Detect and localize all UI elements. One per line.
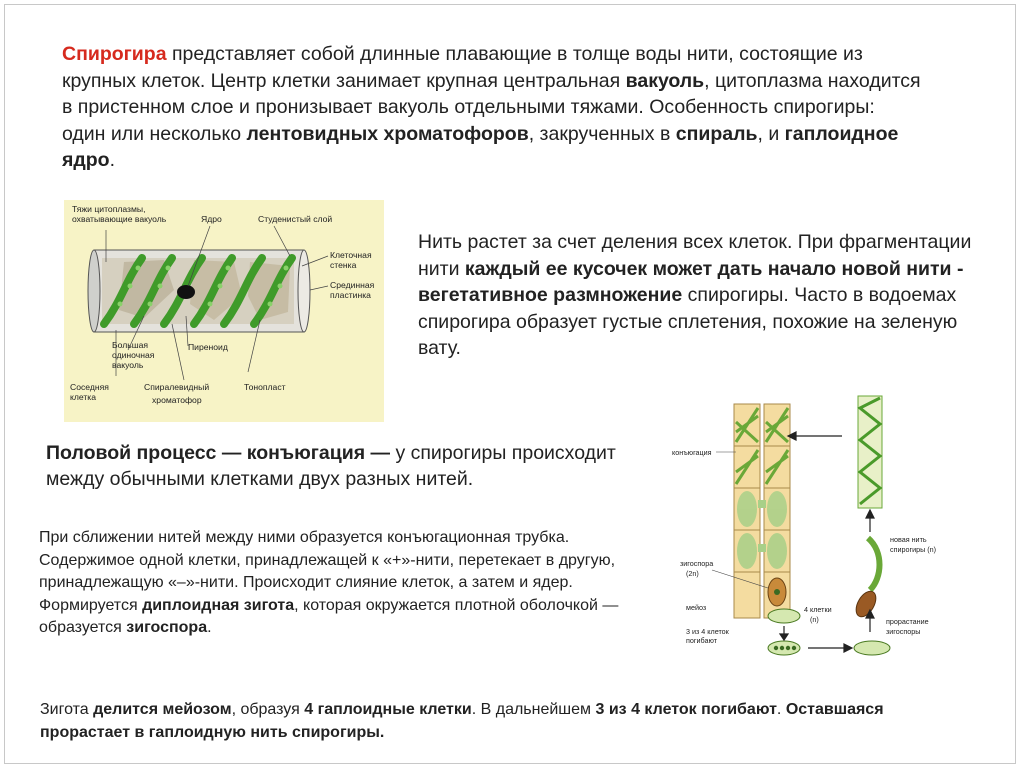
label-large-vacuole: Большая xyxy=(112,340,149,350)
label-three-die: 3 из 4 клеток xyxy=(686,627,729,636)
zyg-text-2: , образуя xyxy=(231,701,305,718)
zygote-paragraph xyxy=(40,699,920,744)
filament-illustration xyxy=(88,250,310,332)
label-adjacent-cell: Соседняя xyxy=(70,382,109,392)
label-nucleus: Ядро xyxy=(201,214,222,224)
label-zygospore: зигоспора xyxy=(680,559,714,568)
zyg-text-3: . В дальнейшем xyxy=(471,701,596,718)
conjugation-paragraph xyxy=(39,527,659,640)
label-gel-layer: Студенистый слой xyxy=(258,214,333,224)
term-conjugation: Половой процесс — конъюгация — xyxy=(46,442,391,464)
label-sprouting-2: зигоспоры xyxy=(886,627,921,636)
term-diploid-zygote: диплоидная зигота xyxy=(142,596,295,614)
label-adjacent-cell-2: клетка xyxy=(70,392,97,402)
nucleus xyxy=(177,285,195,299)
label-sprouting: прорастание xyxy=(886,617,929,626)
label-zygospore-2n: (2n) xyxy=(686,569,699,578)
label-cytoplasm-strands: Тяжи цитоплазмы, xyxy=(72,204,146,214)
veg-text-1: Нить растет за счет деления всех клеток. При фрагментации нити xyxy=(418,231,972,280)
conj-text-3: . xyxy=(207,619,212,637)
label-conjugation: конъюгация xyxy=(672,448,712,457)
label-pyrenoid: Пиреноид xyxy=(188,342,228,352)
intro-paragraph xyxy=(62,41,922,174)
term-spiral: спираль xyxy=(675,122,758,145)
label-tonoplast: Тонопласт xyxy=(244,382,286,392)
label-middle-plate-2: пластинка xyxy=(330,290,371,300)
sexual-text: у спирогиры происходит между обычными клетками двух разных нитей. xyxy=(46,442,616,490)
conj-text-1: При сближении нитей между ними образуется конъюгационная трубка. Содержимое одной клетки, принадлежащей к «+»-нити, перетекает в другую, принадлежащую «–»-нити. Происходит слияние клеток, а затем и ядер. Формируется xyxy=(39,529,616,614)
term-spirogyra: Спирогира xyxy=(62,43,167,65)
label-new-filament-2: спирогиры (n) xyxy=(890,545,937,554)
veg-text-2: спирогиры. Часто в водоемах спирогира образует густые сплетения, похожие на зеленую вату. xyxy=(418,284,958,360)
term-three-die: 3 из 4 клеток погибают xyxy=(595,701,777,718)
intro-text-1: представляет собой длинные плавающие в толще воды нити, состоящие из крупных клеток. Центр клетки занимает крупная центральная xyxy=(62,43,863,92)
intro-text-4: , и xyxy=(757,122,785,145)
new-filament xyxy=(858,396,882,508)
conj-text-2: , которая окружается плотной оболочкой — образуется xyxy=(39,596,619,637)
term-haploid-nucleus: гаплоидное ядро xyxy=(62,122,899,172)
term-four-cells: 4 гаплоидные клетки xyxy=(304,701,472,718)
intro-text-5: . xyxy=(109,149,116,172)
term-zygospore: зигоспора xyxy=(126,619,208,637)
label-large-vacuole-2: одиночная xyxy=(112,350,155,360)
label-three-die-2: погибают xyxy=(686,636,717,645)
label-cytoplasm-strands-2: охватывающие вакуоль xyxy=(72,214,167,224)
zyg-text-4: . xyxy=(776,701,786,718)
label-spiral-chromatophore: Спиралевидный xyxy=(144,382,210,392)
label-meiosis: мейоз xyxy=(686,603,707,612)
zyg-text-1: Зигота xyxy=(40,701,94,718)
vegetative-paragraph xyxy=(418,229,998,362)
label-four-cells: 4 клетки xyxy=(804,605,832,614)
term-meiosis: делится мейозом xyxy=(93,701,232,718)
sexual-process-paragraph xyxy=(46,441,626,492)
label-new-filament: новая нить xyxy=(890,535,927,544)
term-remaining-sprouts: Оставшаяся прорастает в гаплоидную нить спирогиры. xyxy=(40,701,884,741)
label-large-vacuole-3: вакуоль xyxy=(112,360,144,370)
term-chromatophores: лентовидных хроматофоров xyxy=(246,122,529,145)
conjugation-cycle-diagram xyxy=(672,392,964,666)
term-vegetative: каждый ее кусочек может дать начало новой нити - вегетативное размножение xyxy=(418,257,964,307)
label-cell-wall: Клеточная xyxy=(330,250,372,260)
intro-text-2: , цитоплазма находится в пристенном слое и пронизывает вакуоль отдельными тяжами. Особенность спирогиры: один или несколько xyxy=(62,69,921,145)
label-cell-wall-2: стенка xyxy=(330,260,357,270)
label-middle-plate: Срединная xyxy=(330,280,375,290)
intro-text-3: , закрученных в xyxy=(528,122,676,145)
cell-structure-diagram xyxy=(64,200,384,422)
label-four-cells-n: (n) xyxy=(810,615,819,624)
label-spiral-chromatophore-2: хроматофор xyxy=(152,395,202,405)
term-vacuole: вакуоль xyxy=(625,69,705,92)
